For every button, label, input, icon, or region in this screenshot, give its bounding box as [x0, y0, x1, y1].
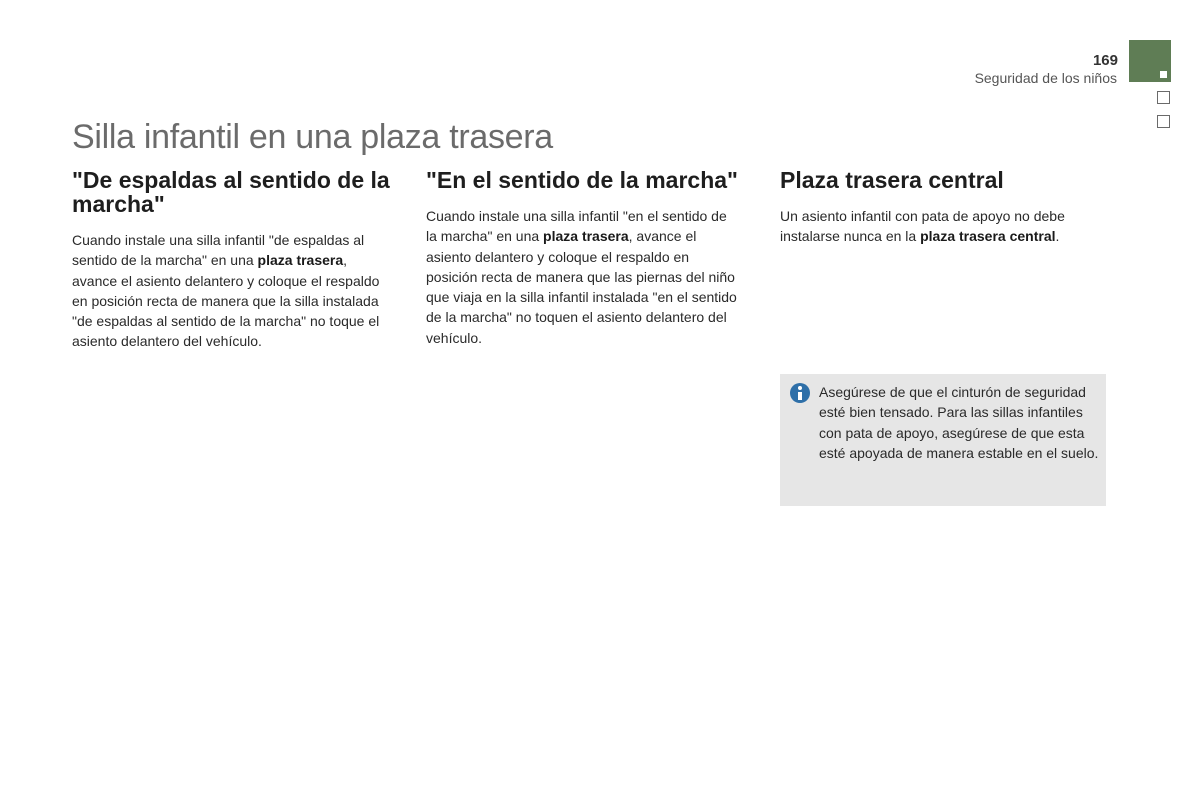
- body-text: Cuando instale una silla infantil "de espaldas al sentido de la marcha" en una: [72, 232, 365, 269]
- info-icon: [790, 383, 810, 403]
- section-heading: Plaza trasera central: [780, 167, 1004, 193]
- chapter-tab-box: [1157, 115, 1170, 128]
- info-note: [780, 374, 1106, 506]
- tab-dot: [1160, 71, 1167, 78]
- section-rear-centre: [780, 168, 1110, 247]
- section-name: Seguridad de los niños: [974, 70, 1117, 86]
- section-rear-facing: [72, 168, 392, 352]
- body-text: .: [1055, 228, 1060, 245]
- chapter-tab-active: [1129, 40, 1171, 82]
- page-title: Silla infantil en una plaza trasera: [72, 118, 553, 156]
- section-body: [780, 206, 1110, 247]
- section-heading: "De espaldas al sentido de la marcha": [72, 167, 390, 217]
- chapter-tab-box: [1157, 91, 1170, 104]
- body-text: , avance el asiento delantero y coloque el respaldo en posición recta de manera que la silla instalada "de espaldas al sentido de la marcha" no toque el asiento delantero del vehículo.: [72, 252, 380, 350]
- body-text: , avance el asiento delantero y coloque el respaldo en posición recta de manera que las piernas del niño que viaja en la silla infantil instalada "en el sentido de la marcha" no toquen el asiento delantero del vehículo.: [426, 228, 737, 346]
- body-text: Un asiento infantil con pata de apoyo no debe instalarse nunca en la: [780, 208, 1065, 245]
- page-number: 169: [1092, 52, 1118, 69]
- section-body: [426, 206, 741, 348]
- body-text: Cuando instale una silla infantil "en el sentido de la marcha" en una: [426, 208, 727, 245]
- section-body: [72, 230, 392, 352]
- section-forward-facing: [426, 168, 741, 348]
- body-bold: plaza trasera: [543, 228, 629, 245]
- info-text: Asegúrese de que el cinturón de seguridad esté bien tensado. Para las sillas infantiles con pata de apoyo, asegúrese de que esta esté apoyada de manera estable en el suelo.: [819, 384, 1099, 461]
- section-heading: "En el sentido de la marcha": [426, 167, 738, 193]
- body-bold: plaza trasera central: [920, 228, 1056, 245]
- body-bold: plaza trasera: [257, 252, 344, 269]
